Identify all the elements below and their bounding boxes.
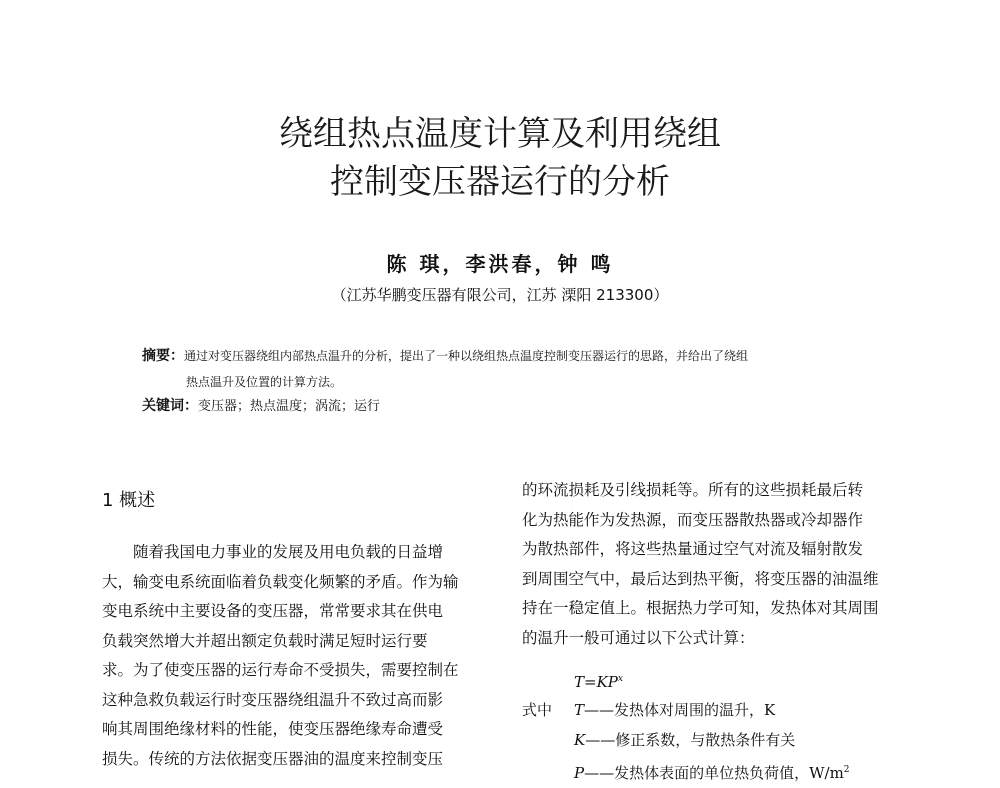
text-line: 的环流损耗及引线损耗等。所有的这些损耗最后转 <box>522 481 864 499</box>
text-line: 这种急救负载运行时变压器绕组温升不致过高而影 <box>102 690 444 709</box>
abstract-label: 摘要： <box>142 348 184 364</box>
left-column <box>102 486 492 774</box>
section-heading: 1 概述 <box>102 490 156 511</box>
keywords <box>142 395 380 415</box>
section-paragraph <box>102 538 492 774</box>
def-unit-exponent: 2 <box>843 765 850 775</box>
symbol-definitions <box>522 695 922 788</box>
text-line: 求。为了使变压器的运行寿命不受损失，需要控制在 <box>102 661 459 679</box>
text-line: 损失。传统的方法依据变压器油的温度来控制变压 <box>102 749 444 768</box>
right-column <box>522 476 922 788</box>
def-symbol: P <box>574 764 585 782</box>
keywords-text: 变压器；热点温度；涡流；运行 <box>198 399 381 414</box>
formula-base: T=KP <box>574 673 618 691</box>
authors: 陈 琪，李洪春，钟 鸣 <box>386 252 614 276</box>
definition-row <box>522 725 922 755</box>
title-line-1: 绕组热点温度计算及利用绕组 <box>279 114 721 154</box>
text-line: 变电系统中主要设备的变压器，常常要求其在供电 <box>102 602 444 620</box>
text-line: 随着我国电力事业的发展及用电负载的日益增 <box>102 543 444 561</box>
text-line: 的温升一般可通过以下公式计算： <box>522 628 755 647</box>
formula-exponent: x <box>617 674 623 684</box>
formula <box>522 665 922 695</box>
text-line: 响其周围绝缘材料的性能，使变压器绝缘寿命遭受 <box>102 720 444 738</box>
def-symbol: T <box>574 701 585 719</box>
definition-row <box>522 695 922 725</box>
abstract <box>142 343 882 395</box>
def-text: ——发热体对周围的温升，K <box>584 701 776 719</box>
affiliation: （江苏华鹏变压器有限公司，江苏 溧阳 213300） <box>331 286 669 304</box>
keywords-label: 关键词： <box>142 398 198 414</box>
title-line-2: 控制变压器运行的分析 <box>330 162 670 202</box>
text-line: 化为热能作为发热源，而变压器散热器或冷却器作 <box>522 510 864 529</box>
where-label: 式中 <box>522 701 553 719</box>
paper-title <box>0 110 1000 206</box>
text-line: 为散热部件，将这些热量通过空气对流及辐射散发 <box>522 540 864 558</box>
text-line: 大，输变电系统面临着负载变化频繁的矛盾。作为输 <box>102 572 459 591</box>
def-text: ——发热体表面的单位热负荷值，W/m <box>584 764 844 782</box>
continued-paragraph <box>522 476 922 653</box>
def-symbol: K <box>574 731 586 749</box>
text-line: 负载突然增大并超出额定负载时满足短时运行要 <box>102 631 428 650</box>
text-line: 到周围空气中，最后达到热平衡，将变压器的油温维 <box>522 569 879 588</box>
abstract-line-2: 热点温升及位置的计算方法。 <box>186 375 343 389</box>
def-text: ——修正系数，与散热条件有关 <box>585 731 796 749</box>
text-line: 持在一稳定值上。根据热力学可知，发热体对其周围 <box>522 599 879 617</box>
abstract-line-1: 通过对变压器绕组内部热点温升的分析，提出了一种以绕组热点温度控制变压器运行的思路，并给出了绕组 <box>184 349 749 363</box>
